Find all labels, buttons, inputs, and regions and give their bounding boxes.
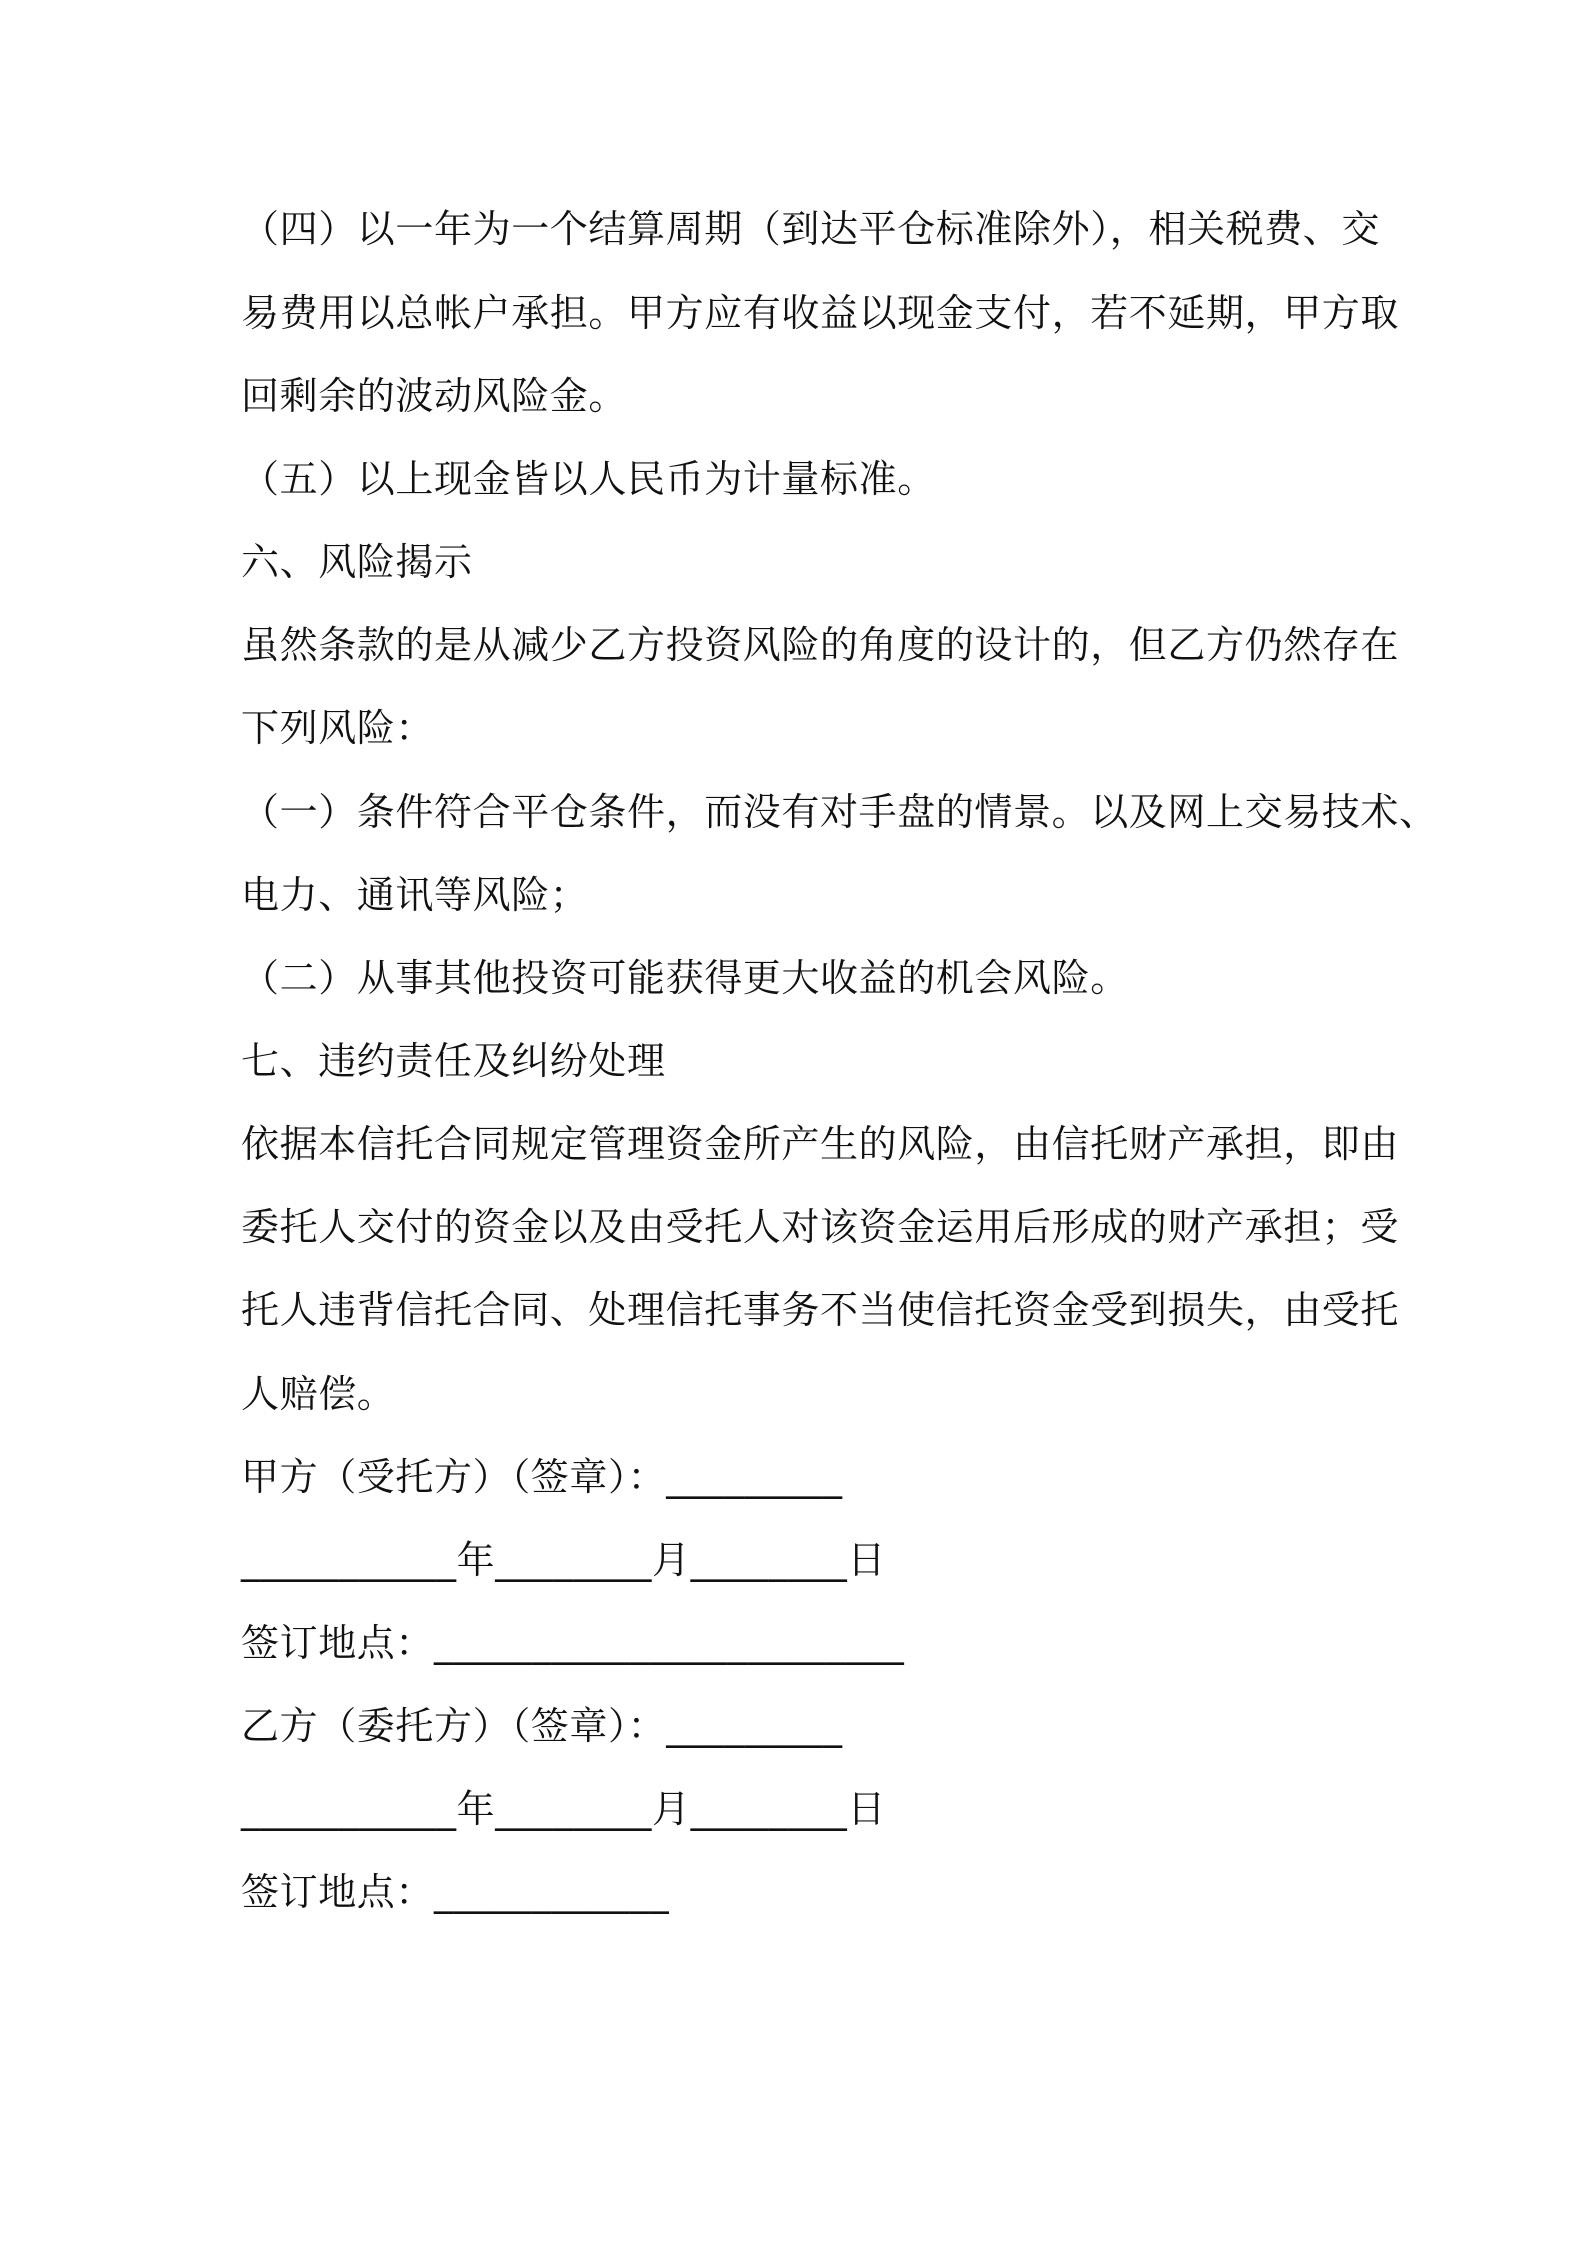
party-b-signing-place: 签订地点：____________ [241, 1870, 670, 1914]
clause-4-line-3: 回剩余的波动风险金。 [241, 374, 628, 418]
liability-line-3: 托人违背信托合同、处理信托事务不当使信托资金受到损失，由受托 [241, 1288, 1400, 1332]
risk-intro-line-1: 虽然条款的是从减少乙方投资风险的角度的设计的，但乙方仍然存在 [241, 623, 1400, 667]
party-a-signing-place: 签订地点：________________________ [241, 1621, 905, 1665]
clause-5: （五）以上现金皆以人民币为计量标准。 [241, 457, 936, 501]
party-b-date: ___________年________月________日 [241, 1787, 887, 1831]
party-b-signature: 乙方（委托方）（签章）：_________ [241, 1704, 843, 1748]
liability-line-1: 依据本信托合同规定管理资金所产生的风险，由信托财产承担，即由 [241, 1122, 1400, 1166]
risk-1-line-1: （一）条件符合平仓条件，而没有对手盘的情景。以及网上交易技术、 [241, 790, 1438, 834]
section-7-heading: 七、违约责任及纠纷处理 [241, 1039, 666, 1083]
liability-line-4: 人赔偿。 [241, 1372, 396, 1416]
risk-1-line-2: 电力、通讯等风险； [241, 873, 589, 917]
clause-4-line-2: 易费用以总帐户承担。甲方应有收益以现金支付，若不延期，甲方取 [241, 291, 1400, 335]
liability-line-2: 委托人交付的资金以及由受托人对该资金运用后形成的财产承担；受 [241, 1205, 1400, 1249]
party-a-signature: 甲方（受托方）（签章）：_________ [241, 1455, 843, 1499]
party-a-date: ___________年________月________日 [241, 1538, 887, 1582]
risk-intro-line-2: 下列风险： [241, 706, 435, 750]
section-6-heading: 六、风险揭示 [241, 540, 473, 584]
risk-2: （二）从事其他投资可能获得更大收益的机会风险。 [241, 956, 1129, 1000]
clause-4-line-1: （四）以一年为一个结算周期（到达平仓标准除外），相关税费、交 [241, 207, 1381, 251]
